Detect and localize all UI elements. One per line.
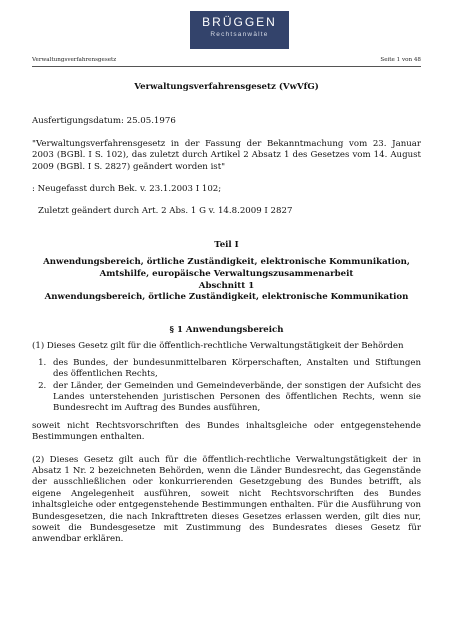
logo-name: BRÜGGEN (202, 15, 277, 29)
header-page-number: Seite 1 von 48 (380, 57, 421, 63)
header-document-name: Verwaltungsverfahrensgesetz (32, 57, 117, 63)
list-item: 1. des Bundes, der bundesunmittelbaren Körperschaften, Anstalten und Stiftungen des öffentlichen Rechts, (49, 358, 421, 381)
stand-note-1: : Neugefasst durch Bek. v. 23.1.2003 I 102; (32, 184, 222, 195)
document-title: Verwaltungsverfahrensgesetz (VwVfG) (134, 82, 319, 92)
part-heading: Anwendungsbereich, örtliche Zuständigkeit, elektronische Kommunikation, Amtshilfe, europäische Verwaltungszusammenarbeit (43, 257, 410, 279)
paragraph-1-list (32, 358, 421, 415)
version-note: "Verwaltungsverfahrensgesetz in der Fassung der Bekanntmachung vom 23. Januar 2003 (BGBl. I S. 102), das zuletzt durch Artikel 2 Absatz 1 des Gesetzes vom 14. August 2009 (BGBl. I S. 2827) geändert worden ist" (32, 138, 421, 172)
law-firm-logo (190, 11, 289, 49)
part-label: Teil I (214, 239, 239, 250)
header-divider (32, 66, 421, 67)
paragraph-1-intro: (1) Dieses Gesetz gilt für die öffentlich-rechtliche Verwaltungstätigkeit der Behörden (32, 341, 404, 352)
section-heading: Anwendungsbereich, örtliche Zuständigkeit, elektronische Kommunikation (44, 292, 409, 303)
document-body (32, 82, 421, 546)
paragraph-1-tail: soweit nicht Rechtsvorschriften des Bundes inhaltsgleiche oder entgegenstehende Bestimmungen enthalten. (32, 420, 421, 443)
paragraph-title: § 1 Anwendungsbereich (169, 324, 284, 335)
stand-note-2: Zuletzt geändert durch Art. 2 Abs. 1 G v. 14.8.2009 I 2827 (38, 206, 293, 217)
list-item: 2. der Länder, der Gemeinden und Gemeindeverbände, der sonstigen der Aufsicht des Landes unterstehenden juristischen Personen des öffentlichen Rechts, wenn sie Bundesrecht im Auftrag des Bundes ausführen, (49, 381, 421, 415)
paragraph-2: (2) Dieses Gesetz gilt auch für die öffentlich-rechtliche Verwaltungstätigkeit der in Absatz 1 Nr. 2 bezeichneten Behörden, wenn die Länder Bundesrecht, das Gegenstände der ausschließlichen oder konkurrierenden Gesetzgebung des Bundes betrifft, als eigene Angelegenheit ausführen, soweit nicht Rechtsvorschriften des Bundes inhaltsgleiche oder entgegenstehende Bestimmungen enthalten. Für die Ausführung von Bundesgesetzen, die nach Inkrafttreten dieses Gesetzes erlassen werden, gilt dies nur, soweit die Bundesgesetze mit Zustimmung des Bundesrates dieses Gesetz für anwendbar erklären. (32, 454, 421, 545)
section-label: Abschnitt 1 (198, 281, 255, 292)
logo-subtitle: Rechtsanwälte (210, 31, 269, 38)
issue-date: Ausfertigungsdatum: 25.05.1976 (32, 116, 176, 127)
page-header (32, 57, 421, 63)
